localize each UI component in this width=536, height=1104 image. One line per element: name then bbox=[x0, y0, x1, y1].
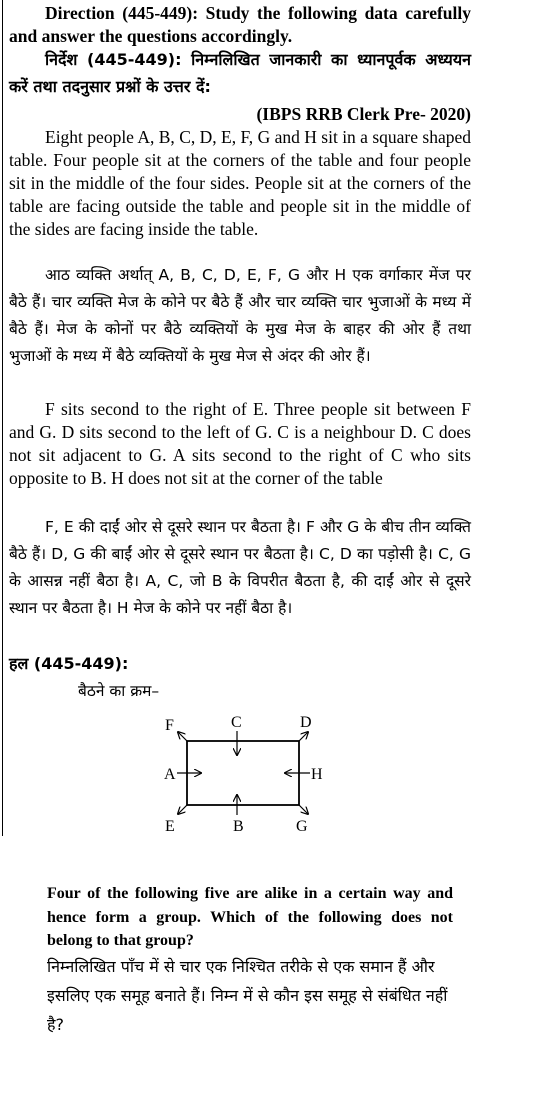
label-c: C bbox=[231, 714, 242, 731]
passage-en-2: F sits second to the right of E. Three people sit between F and G. D sits second to the left of G. C is a neighbour D. C does not sit adjacent to G. A sits second to the right of C who sits opposite to B. H does not sit at the corner of the table bbox=[9, 399, 471, 488]
passage-hi-2: F, E की दाईं ओर से दूसरे स्थान पर बैठता है। F और G के बीच तीन व्यक्ति बैठे हैं। D, G की बाईं ओर से दूसरे स्थान पर बैठता है। C, D का पड़ोसी है। C, G के आसन्न नहीं बैठा है। A, C, जो B के विपरीत बैठता है, की दाईं ओर से दूसरे स्थान पर बैठता है। H मेज के कोने पर नहीं बैठा है। bbox=[9, 518, 471, 617]
label-e: E bbox=[165, 818, 175, 835]
source-citation: (IBPS RRB Clerk Pre- 2020) bbox=[256, 104, 471, 124]
question-hi: निम्नलिखित पाँच में से चार एक निश्चित तरीके से एक समान हैं और इसलिए एक समूह बनाते हैं। निम्न में से कौन इस समूह से संबंधित नहीं है? bbox=[47, 957, 448, 1034]
passage-en-1: Eight people A, B, C, D, E, F, G and H sit in a square shaped table. Four people sit at the corners of the table and four people sit in the middle of the four sides. People sit at the corners of the table are facing outside the table and people sit in the middle of the sides are facing inside the table. bbox=[9, 127, 471, 239]
seating-diagram bbox=[150, 705, 340, 840]
solution-heading: हल (445-449): bbox=[9, 654, 129, 673]
label-f: F bbox=[165, 717, 174, 734]
arrow-f bbox=[178, 732, 187, 741]
label-a: A bbox=[164, 766, 176, 783]
arrow-g bbox=[299, 805, 308, 814]
question-en: Four of the following five are alike in a certain way and hence form a group. Which of the following does not belong to that group? bbox=[47, 885, 453, 949]
label-d: D bbox=[300, 714, 312, 731]
left-margin-rule bbox=[2, 0, 3, 836]
direction-en: Direction (445-449): Study the following data carefully and answer the questions accordingly. bbox=[9, 3, 471, 46]
label-b: B bbox=[233, 818, 244, 835]
passage-hi-1: आठ व्यक्ति अर्थात् A, B, C, D, E, F, G और H एक वर्गाकार मेंज पर बैठे हैं। चार व्यक्ति मेज के कोने पर बैठे हैं और चार व्यक्ति चार भुजाओं के मध्य में बैठे हैं। मेज के कोनों पर बैठे व्यक्तियों के मुख मेज के बाहर की ओर हैं तथा भुजाओं के मध्य में बैठे व्यक्तियों के मुख मेज से अंदर की ओर हैं। bbox=[9, 266, 471, 365]
label-h: H bbox=[311, 766, 323, 783]
direction-hi: निर्देश (445-449): निम्नलिखित जानकारी का ध्यानपूर्वक अध्ययन करें तथा तदनुसार प्रश्नों के उत्तर दें: bbox=[9, 50, 471, 96]
solution-subheading: बैठने का क्रम– bbox=[78, 682, 160, 700]
table-square bbox=[187, 741, 299, 805]
arrow-d bbox=[299, 732, 308, 741]
arrow-e bbox=[178, 805, 187, 814]
label-g: G bbox=[296, 818, 308, 835]
